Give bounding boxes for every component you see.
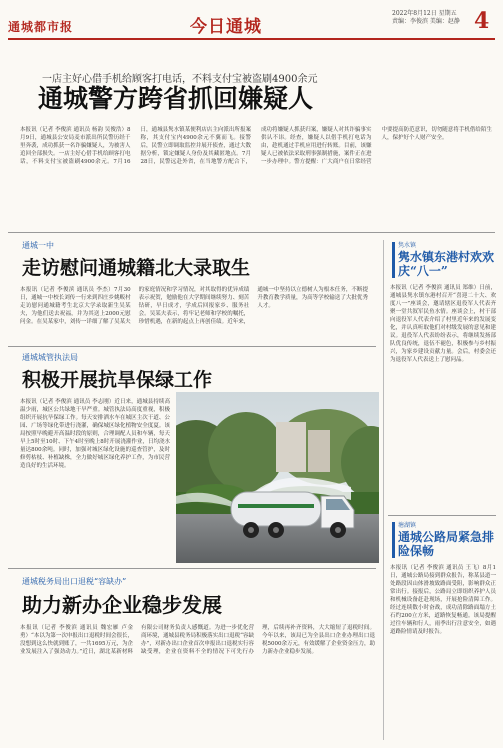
story3-body: 本报讯（记者 李俊滨 通讯员 李志刚）近日来，通城县持续高温少雨，城区公共绿地干旱严重。城管执法局高度重视，积极组织开展抗旱保绿工作。每天安排洒水车在城区主次干道、公园、广场等绿化带进行浇灌，确保城区绿化植物安全度夏。该局按照早晚避开高温时段的原则，合理调配人员和车辆，每天早上5时至10时、下午4时至晚上8时开展浇灌作业，日均浇水量达800余吨。同时，加强对城区绿化设施的巡查管护，及时修剪枯枝、补植缺株，全力做好城区绿化养护工作，为市民营造良好的生活环境。 <box>20 399 170 469</box>
section-divider <box>388 515 496 516</box>
story3-kicker: 通城城管执法局 <box>22 353 78 362</box>
lead-subtitle: 一店主好心借手机给顾客打电话，不料支付宝被盗刷4900余元 <box>42 74 318 85</box>
news-photo <box>176 392 379 563</box>
side1-kicker: 隽水镇 <box>398 242 417 249</box>
story2-title: 走访慰问通城籍北大录取生 <box>22 257 251 279</box>
story2-body: 本报讯（记者 李俊滨 通讯员 李杰）7月30日，通城一中校长刘传一行来到四庄乡姚畈村走访慰问通城籍考生北京大学录取新生吴某夫，为他们送去祝福，并为其送上2000元慰问金。在吴某家中，刘传一详细了解了吴某夫的家庭情况和学习情况，对其取得的优异成绩表示祝贺，勉励他在大学期间继续努力、刻苦钻研，早日成才，学成后回报家乡、服务社会。吴某夫表示，将牢记老师和学校的嘱托，珍惜机遇，在新的起点上再创佳绩。近年来，通城一中坚持以立德树人为根本任务，不断提升教育教学质量，为高等学校输送了大批优秀人才。 <box>20 287 368 325</box>
story4-body: 本报讯（记者 李俊滨 通讯员 魏宏雁 卢金勇）“本以为第一次申报出口退税时间会很长，没想到这么快就到账了，一共1695万元，为企业发展注入了强劲动力。”近日，湖北某新材料有限公司财务负责人感慨道。为进一步优化营商环境，通城县税务局积极落实出口退税“容缺办”，对新办出口企业首次申报出口退税实行容缺受理，企业在资料不全的情况下可先行办理，后续再补齐资料，大大缩短了退税时间。今年以来，该局已为全县出口企业办理出口退税5000余万元，有效缓解了企业资金压力，助力新办企业稳步发展。 <box>20 625 375 655</box>
side-accent-bar <box>392 522 395 558</box>
page-number: 4 <box>474 8 490 34</box>
section-divider <box>8 232 495 233</box>
section-divider <box>8 568 376 569</box>
story4-title: 助力新办企业稳步发展 <box>22 593 222 617</box>
section-divider <box>8 346 376 347</box>
page-header <box>0 0 503 40</box>
editor-text: 责编：李俊滨 美编：赵静 <box>392 18 460 25</box>
header-rule <box>8 38 495 40</box>
side-accent-bar <box>392 242 395 278</box>
story4-kicker: 通城税务局出口退税“容缺办” <box>22 577 127 586</box>
lead-title: 通城警方跨省抓回嫌疑人 <box>38 84 314 113</box>
date-line <box>392 10 460 26</box>
side1-title: 隽水镇东港村欢欢庆“八一” <box>398 250 495 278</box>
column-divider <box>383 240 384 740</box>
side2-body: 本报讯（记者 李俊滨 通讯员 王飞）8月1日，通城公路局接到群众报告，称某县道一处路段因山体滑坡致路面受阻，影响群众正常出行。接报后，公路局立即组织养护人员和机械设备赶赴现场，开展抢险清障工作。经过连续数小时奋战，成功清除路面塌方土石约200立方米，道路恢复畅通。该局提醒过往车辆和行人，雨季出行注意安全，如遇道路险情请及时报告。 <box>390 565 496 635</box>
date-text: 2022年8月12日 星期五 <box>392 10 457 17</box>
story3-title: 积极开展抗旱保绿工作 <box>22 369 213 391</box>
side1-body: 本报讯（记者 李俊滨 通讯员 郑维）日前，通城县隽水镇东港村召开“喜迎二十大、欢度八一”座谈会，邀请辖区退役军人代表齐聚一堂共叙军民鱼水情。座谈会上，村干部向退役军人代表介绍了村里近年来的发展变化，并认真听取他们对村级发展的意见和建议。退役军人代表纷纷表示，将继续发扬部队优良传统，退伍不褪色，积极参与乡村振兴，为家乡建设贡献力量。会后，村委会还为退役军人代表送上了慰问品。 <box>390 285 496 363</box>
masthead: 通城都市报 <box>8 20 74 34</box>
water-truck-photo <box>176 392 379 563</box>
side2-kicker: 塘湖镇 <box>398 522 417 529</box>
side2-title: 通城公路局紧急排险保畅 <box>398 530 495 558</box>
page-section-title: 今日通城 <box>190 17 262 37</box>
lead-body: 本报讯（记者 李俊滨 通讯员 杨韵 吴俊浩）8月9日，通城县公安局麦市派出所民警历经千里奔袭，成功抓获一名诈骗嫌疑人，为被害人追回全部损失。一店主好心借手机给顾客打电话，不料支付宝被盗刷4900余元。7月16日，通城县隽水镇某便利店店主向派出所报案称，其支付宝内4900余元不翼而飞。接警后，民警立即调取监控并展开侦查，通过大数据分析，锁定嫌疑人身份及其藏匿地点。7月28日，民警远赴外省，在当地警方配合下，成功将嫌疑人抓获归案，嫌疑人对其诈骗事实供认不讳。经查，嫌疑人以借手机打电话为由，趁机通过手机应用进行转账。目前，该嫌疑人已被依法采取刑事强制措施，案件正在进一步办理中。警方提醒：广大商户在日常经营中要提高防范意识，切勿随意将手机借给陌生人，保护好个人财产安全。 <box>20 127 492 165</box>
story2-kicker: 通城一中 <box>22 241 54 250</box>
